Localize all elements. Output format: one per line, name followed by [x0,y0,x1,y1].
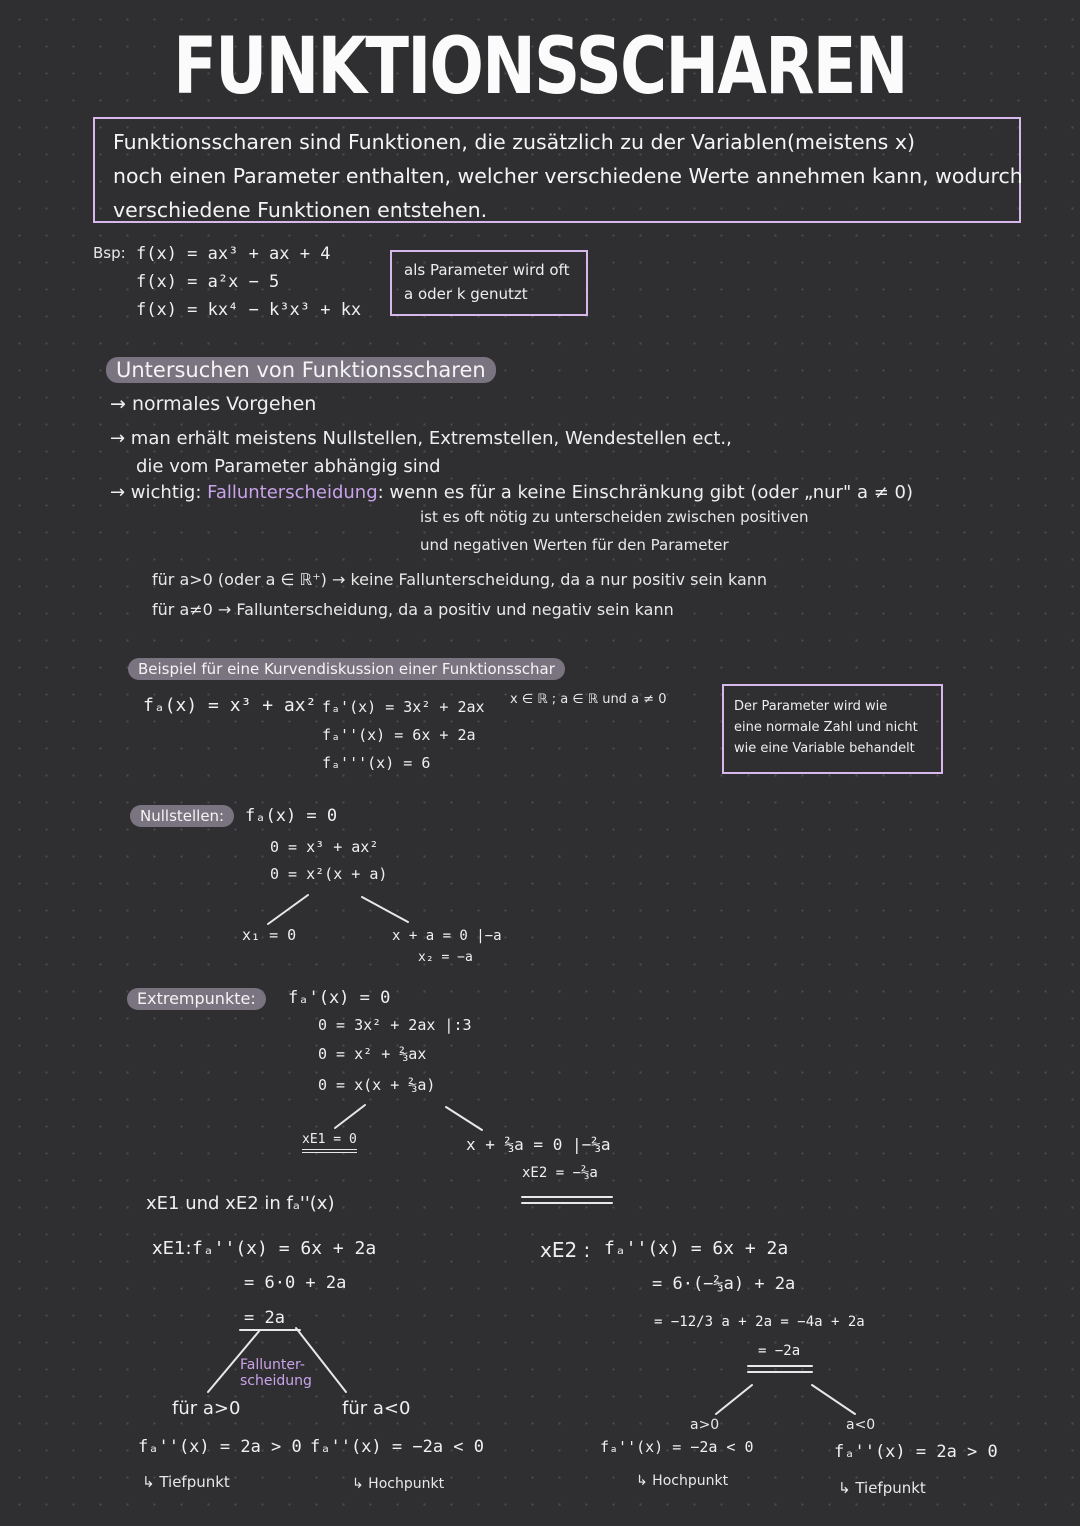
branch-line [362,897,408,922]
point-type: ↳ Tiefpunkt [142,1473,230,1491]
root-2: x₂ = −a [418,950,473,965]
check-heading: xE1 und xE2 in fₐ''(x) [146,1193,335,1214]
equation: 0 = x² + ⅔ax [318,1045,427,1063]
function-term: fₐ(x) = x³ + ax² [143,695,317,716]
bullet-cont: ist es oft nötig zu unterscheiden zwischen positiven [420,508,809,526]
case-label: für a>0 [172,1398,241,1419]
equation: fₐ(x) = 0 [245,806,338,826]
section-heading: Untersuchen von Funktionsscharen [106,357,496,383]
derivative-3: fₐ'''(x) = 6 [322,754,431,772]
parameter-info-box [722,684,943,774]
check-label: xE1: [152,1238,192,1259]
equation: = −2a [758,1343,801,1359]
derivative-1: fₐ'(x) = 3x² + 2ax [322,698,485,716]
equation: = 6·0 + 2a [244,1273,347,1293]
equation: 0 = x(x + ⅔a) [318,1076,436,1094]
bullet-cont: die vom Parameter abhängig sind [136,456,441,477]
example-function: f(x) = ax³ + ax + 4 [136,244,331,264]
definition-line: Funktionsscharen sind Funktionen, die zusätzlich zu der Variablen(meistens x) [113,130,915,154]
section-label: Nullstellen: [130,805,234,827]
bullet: → man erhält meistens Nullstellen, Extremstellen, Wendestellen ect., [110,428,732,449]
definition-line: verschiedene Funktionen entstehen. [113,198,488,222]
branch-line [268,895,308,924]
result: fₐ''(x) = −2a < 0 [310,1437,484,1457]
branch-line [812,1385,855,1414]
case-distinction-label [240,1357,312,1389]
example-function: f(x) = kx⁴ − k³x³ + kx [136,300,362,320]
branch-line [446,1107,482,1130]
domain-text: x ∈ ℝ ; a ∈ ℝ und a ≠ 0 [510,692,667,707]
check-label: xE2 : [540,1238,591,1262]
case-distinction-line: scheidung [240,1373,312,1389]
equation: fₐ''(x) = 6x + 2a [192,1238,377,1259]
result: fₐ''(x) = 2a > 0 [138,1437,302,1457]
equation: 0 = x²(x + a) [270,865,388,883]
note-line: wie eine Variable behandelt [734,741,915,756]
bullet [110,482,913,503]
bullet: → normales Vorgehen [110,393,317,415]
point-type: ↳ Tiefpunkt [838,1479,926,1497]
branch-line [335,1105,365,1128]
examples-label: Bsp: [93,244,126,262]
point-type: ↳ Hochpunkt [636,1473,729,1489]
section-heading: Beispiel für eine Kurvendiskussion einer Funktionsschar [128,658,565,680]
derivative-2: fₐ''(x) = 6x + 2a [322,726,476,744]
parameter-note-box [390,250,588,316]
note-line: eine normale Zahl und nicht [734,720,918,735]
bullet-prefix: → wichtig: [110,482,202,503]
case-line: für a>0 (oder a ∈ ℝ⁺) → keine Fallunterscheidung, da a nur positiv sein kann [152,570,768,589]
equation: x + a = 0 |−a [392,928,502,944]
case-distinction-line: Fallunter- [240,1357,305,1373]
case-label: a<0 [846,1417,876,1433]
equation: = 2a [244,1308,285,1328]
result: fₐ''(x) = 2a > 0 [834,1442,998,1462]
note-line: a oder k genutzt [404,285,528,303]
equation: fₐ''(x) = 6x + 2a [604,1238,789,1259]
point-type: ↳ Hochpunkt [352,1476,445,1492]
result: fₐ''(x) = −2a < 0 [600,1438,754,1456]
equation: 0 = 3x² + 2ax |:3 [318,1016,472,1034]
equation: = −12/3 a + 2a = −4a + 2a [654,1314,865,1330]
example-function: f(x) = a²x − 5 [136,272,280,292]
page-title: FUNKTIONSSCHAREN [173,22,907,112]
equation: x + ⅔a = 0 |−⅔a [466,1135,611,1154]
note-line: als Parameter wird oft [404,261,570,279]
equation: fₐ'(x) = 0 [288,988,391,1008]
definition-line: noch einen Parameter enthalten, welcher verschiedene Werte annehmen kann, wodurch [113,164,1023,188]
case-line: für a≠0 → Fallunterscheidung, da a positiv und negativ sein kann [152,600,674,619]
extremum-2: xE2 = −⅔a [522,1165,598,1181]
section-label: Extrempunkte: [127,988,266,1010]
bullet-text: : wenn es für a keine Einschränkung gibt (oder „nur" a ≠ 0) [377,482,913,503]
case-label: für a<0 [342,1398,411,1419]
equation: 0 = x³ + ax² [270,838,379,856]
definition-box [93,117,1021,223]
case-label: a>0 [690,1417,720,1433]
note-line: Der Parameter wird wie [734,699,888,714]
bullet-cont: und negativen Werten für den Parameter [420,536,729,554]
root-1: x₁ = 0 [242,926,297,944]
equation: = 6·(−⅔a) + 2a [652,1274,796,1294]
branch-line [716,1385,752,1414]
extremum-1: xE1 = 0 [302,1132,357,1153]
term-highlight: Fallunterscheidung [207,482,378,503]
